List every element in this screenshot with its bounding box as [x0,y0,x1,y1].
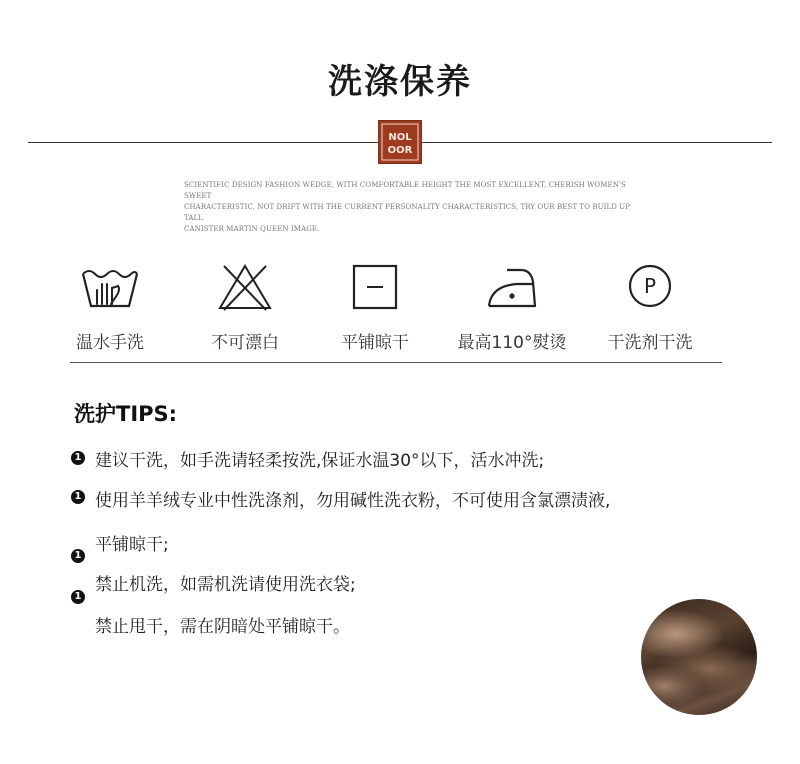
no-bleach-icon [210,260,280,312]
tips-title: 洗护TIPS: [74,402,178,426]
intro-line: CHARACTERISTIC, NOT DRIFT WITH THE CURRENT PERSONALITY CHARACTERISTICS, TRY OUR BEST TO BUILD UP TALL [184,203,631,222]
svg-text:NOL: NOL [388,132,412,143]
care-item-no-bleach [175,260,315,353]
page-title: 洗涤保养 [328,62,472,102]
care-item-dry-clean [580,260,720,353]
section-divider [70,362,722,363]
care-symbols-row [50,260,750,353]
bullet-icon: 1 [71,490,85,504]
care-item-dry-flat [305,260,445,353]
care-label: 不可漂白 [211,333,279,353]
tip-line: 平铺晾干; [95,535,169,555]
tip-line: 建议干洗，如手洗请轻柔按洗,保证水温30°以下，活水冲洗; [95,451,545,471]
tip-line: 禁止甩干，需在阴暗处平铺晾干。 [95,617,350,637]
svg-text:P: P [643,274,657,298]
dry-flat-icon [340,260,410,312]
care-label: 干洗剂干洗 [607,333,693,353]
care-label: 平铺晾干 [341,333,409,353]
care-item-hand-wash [40,260,180,353]
care-item-iron [442,260,582,353]
title-rule-left [28,142,378,143]
iron-low-icon [477,260,547,312]
dry-clean-p-icon [615,260,685,312]
brand-logo [378,120,422,164]
intro-line: CANISTER MARTIN QUEEN IMAGE. [184,225,320,233]
title-rule-right [422,142,772,143]
fabric-swatch-image [641,599,757,715]
intro-line: SCIENTIFIC DESIGN FASHION WEDGE, WITH COMFORTABLE HEIGHT THE MOST EXCELLENT, CHERISH WOMEN'S SWEET [184,181,626,200]
tip-line: 禁止机洗，如需机洗请使用洗衣袋; [95,575,356,595]
bullet-icon: 1 [71,590,85,604]
intro-text [184,180,634,235]
warm-wash-hand-icon [75,260,145,312]
svg-text:OOR: OOR [387,145,413,156]
bullet-icon: 1 [71,549,85,563]
tip-line: 使用羊羊绒专业中性洗涤剂，勿用碱性洗衣粉，不可使用含氯漂渍液, [95,491,611,511]
care-label: 最高110°熨烫 [457,333,567,353]
care-label: 温水手洗 [76,333,144,353]
bullet-icon: 1 [71,451,85,465]
